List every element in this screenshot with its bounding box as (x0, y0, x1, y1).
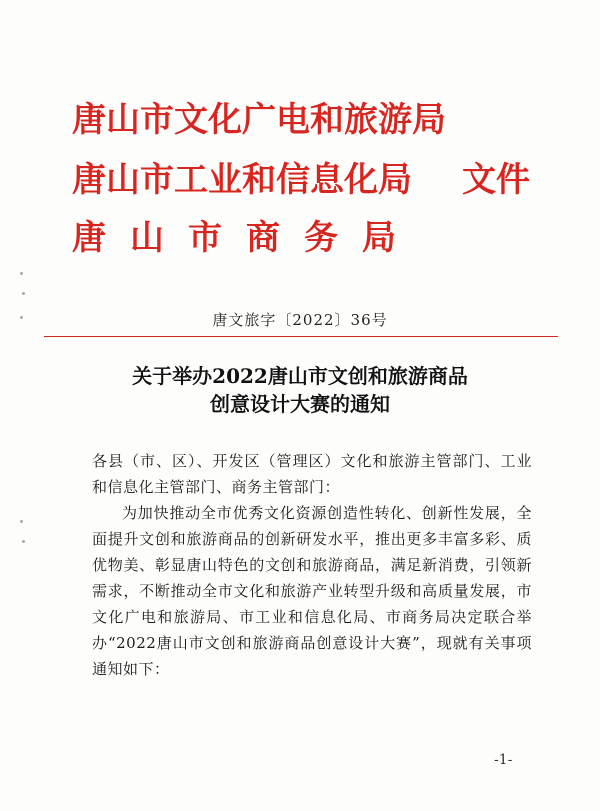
document-number: 唐文旅字〔2022〕36号 (212, 311, 388, 329)
title-line-1: 关于举办2022唐山市文创和旅游商品 (132, 364, 468, 388)
document-label: 文件 (462, 160, 530, 200)
scan-speck (20, 520, 23, 523)
issuer-culture-tourism-bureau: 唐山市文化广电和旅游局 (72, 100, 446, 140)
salutation: 各县（市、区）、开发区（管理区）文化和旅游主管部门、工业和信息化主管部门、商务主管部门： (92, 452, 532, 496)
body-paragraph: 为加快推动全市优秀文化资源创造性转化、创新性发展，全面提升文创和旅游商品的创新研发水平，推出更多丰富多彩、质优物美、彰显唐山特色的文创和旅游商品，满足新消费，引领新需求，不断推动全市文化和旅游产业转型升级和高质量发展，市文化广电和旅游局、市工业和信息化局、市商务局决定联合举办“2022唐山市文创和旅游商品创意设计大赛”，现就有关事项通知如下： (92, 504, 532, 678)
document-title (0, 362, 600, 418)
page-number: -1- (494, 752, 513, 768)
scan-speck (22, 292, 25, 295)
scan-speck (22, 540, 25, 543)
red-divider-line (44, 336, 558, 337)
scan-speck (20, 272, 23, 275)
issuer-industry-it-bureau: 唐山市工业和信息化局 (72, 160, 412, 200)
scan-speck (20, 316, 23, 319)
title-line-2: 创意设计大赛的通知 (210, 392, 390, 416)
issuer-commerce-bureau: 唐山市商务局 (72, 218, 420, 258)
